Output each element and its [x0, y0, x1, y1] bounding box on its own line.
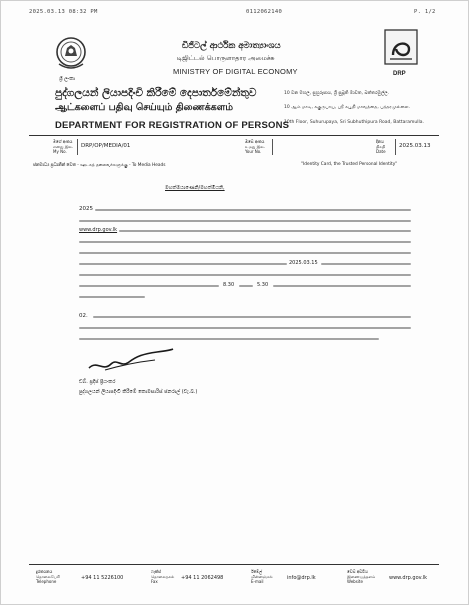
footer-web-label-sinhala: වෙබ් අඩවිය: [347, 569, 368, 574]
my-no-label-tamil: எனது இல.: [53, 144, 74, 149]
salutation: මහත්මයාණෙනි/මහත්මියනි,: [165, 185, 225, 191]
footer-web-value[interactable]: www.drp.gov.lk: [389, 575, 428, 581]
my-no-value: DRP/OP/MEDIA/01: [81, 143, 131, 149]
my-no-label-sinhala: මගේ අංකය: [53, 139, 73, 144]
footer-email-label-english: E-mail: [251, 579, 264, 584]
footer-fax-label-sinhala: ෆැක්ස්: [151, 569, 161, 574]
address-sinhala: 10 වන මහල, සුහුරුපාය, ශ්‍රී සුබූති මාවත, බත්තරමුල්ල.: [284, 91, 390, 96]
address-tamil: 10 ஆம் மாடி, சுகுருபாய, ஸ்ரீ சுபூதி மாவத்தை, பத்தரமுல்லை.: [284, 105, 410, 110]
paragraph-1-website: www.drp.gov.lk: [79, 227, 118, 233]
paragraph-2-number: 02.: [79, 313, 88, 319]
paragraph-1-line-1: [95, 209, 411, 211]
my-no-label-english: My No.: [53, 149, 67, 154]
paragraph-1-line-8c: [273, 285, 411, 287]
paragraph-1-year: 2025: [79, 206, 93, 212]
subject-trailer: "Identity Card, the Trusted Personal Identity": [301, 162, 398, 167]
department-name-tamil: ஆட்களைப் பதிவு செய்யும் திணைக்களம்: [55, 102, 233, 113]
ministry-name-english: MINISTRY OF DIGITAL ECONOMY: [173, 67, 298, 76]
footer-divider: [29, 564, 439, 565]
recipient-line: ජනමාධ්‍ය ප්‍රධානීන් වෙත - ஊடகத் தலைவர்களுக்கு - To Media Heads: [33, 163, 166, 168]
footer-email-label-tamil: மின்னஞ்சல்: [251, 574, 273, 579]
paragraph-1-line-3: [119, 230, 411, 232]
ministry-name-tamil: டிஜிட்டல் பொருளாதார அமைச்சு: [177, 54, 275, 62]
footer-phone-label-sinhala: දුරකථනය: [36, 569, 53, 574]
paragraph-1-line-9: [79, 296, 145, 298]
paragraph-1-line-6b: [321, 263, 411, 265]
sri-lanka-emblem-icon: [52, 34, 90, 80]
fax-timestamp: 2025.03.13 08:32 PM: [29, 9, 98, 15]
fax-page: P. 1/2: [414, 9, 436, 15]
department-name-english: DEPARTMENT FOR REGISTRATION OF PERSONS: [55, 120, 290, 131]
footer-email-label-sinhala: ඊමේල්: [251, 569, 263, 574]
signatory-name: ඩබ්. ප්‍රදීප් ප්‍රියංකර: [79, 379, 116, 385]
department-name-sinhala: පුද්ගලයන් ලියාපදිංචි කිරීමේ දෙපාර්තමේන්තුව: [55, 87, 257, 99]
paragraph-2-line-1: [93, 316, 411, 318]
paragraph-2-line-3: [79, 338, 379, 340]
drp-logo-icon: [384, 29, 418, 71]
date-label-english: Date: [376, 149, 386, 154]
paragraph-1-time-end: 5.30: [257, 282, 269, 288]
footer-fax-value: +94 11 2062498: [181, 575, 224, 581]
paragraph-1-line-8a: [79, 285, 219, 287]
paragraph-1-time-start: 8.30: [223, 282, 235, 288]
footer-fax-label-tamil: தொலைநகல்: [151, 574, 175, 579]
footer-email-value[interactable]: info@drp.lk: [287, 575, 316, 581]
your-no-label-english: Your No.: [245, 149, 262, 154]
fax-number: 0112062140: [246, 9, 283, 15]
footer-phone-label-english: Telephone: [36, 579, 57, 584]
letterhead-divider: [29, 135, 439, 136]
footer-fax-label-english: Fax: [151, 579, 158, 584]
ref-separator-2: [272, 139, 273, 155]
footer-phone-value: +94 11 5226100: [81, 575, 124, 581]
your-no-label-sinhala: ඔබේ අංකය: [245, 139, 265, 144]
date-label-sinhala: දිනය: [376, 139, 384, 144]
signature-icon: [85, 346, 175, 376]
paragraph-1-line-5: [79, 252, 411, 254]
date-label-tamil: திகதி: [376, 144, 386, 149]
footer-web-label-english: Website: [347, 579, 363, 584]
paragraph-1-date: 2025.03.15: [289, 260, 318, 266]
date-value: 2025.03.13: [399, 143, 431, 149]
paragraph-1-line-7: [79, 274, 411, 276]
your-no-label-tamil: உமது இல.: [245, 144, 266, 149]
paragraph-2-line-2: [79, 327, 411, 329]
paragraph-1-line-6a: [79, 263, 287, 265]
emblem-label: ශ්‍රී ලංකා: [59, 76, 75, 82]
footer-phone-label-tamil: தொலைபேசி: [36, 574, 60, 579]
drp-logo-text: DRP: [393, 71, 406, 77]
footer-web-label-tamil: இணையத்தளம்: [347, 574, 376, 579]
paragraph-1-line-2: [79, 220, 411, 222]
address-english: 10th Floor, Suhurupaya, Sri Subhuthipura Road, Battaramulla.: [284, 120, 424, 125]
paragraph-1-line-4: [79, 241, 411, 243]
ministry-name-sinhala: ඩිජිටල් ආර්ථික අමාත්‍යාංශය: [182, 41, 281, 51]
ref-separator: [77, 139, 78, 155]
ref-separator-3: [395, 139, 396, 155]
signatory-title: පුද්ගලයන් ලියාපදිංචි කිරීමේ කොමසාරිස් ජනරාල් (වැ.බ.): [79, 389, 198, 395]
paragraph-1-line-8b: [239, 285, 253, 287]
